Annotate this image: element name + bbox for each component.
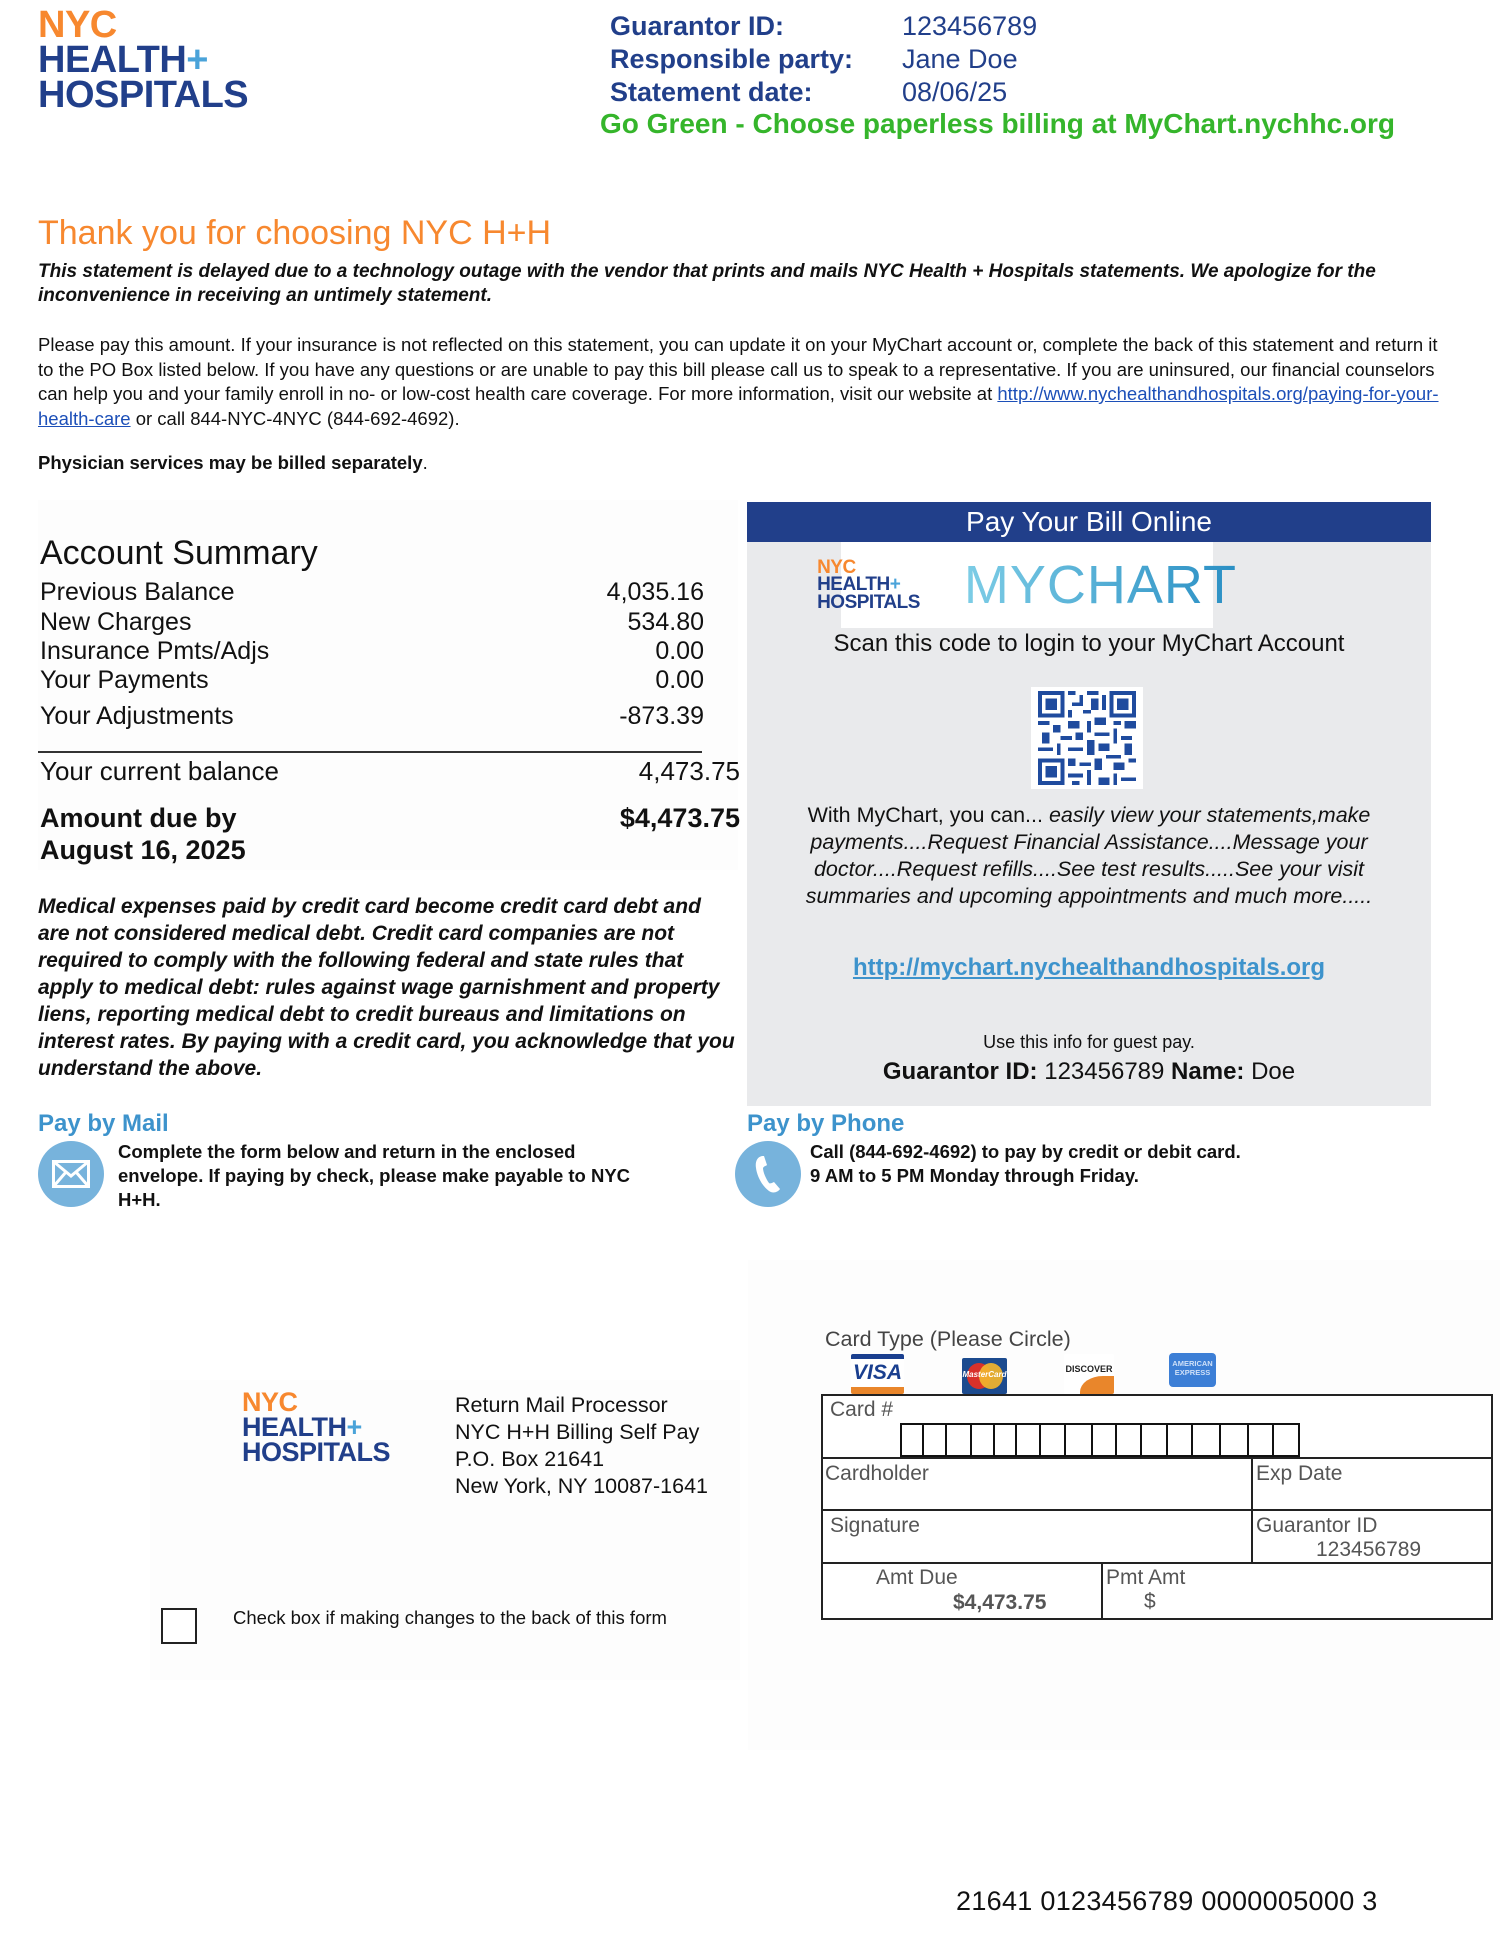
paying-for-care-link[interactable]: http://www.nychealthandhospitals.org/paying-for-your-health-care (38, 383, 1439, 429)
amount-due-value: $4,473.75 (619, 803, 740, 833)
card-type-label: Card Type (Please Circle) (825, 1327, 1071, 1351)
mychart-logo (817, 542, 1237, 628)
mychart-wordmark: MYCHART (963, 555, 1237, 615)
exp-date-label: Exp Date (1256, 1462, 1343, 1485)
statement-date-label: Statement date: (610, 77, 813, 107)
summary-row: Insurance Pmts/Adjs 0.00 (40, 637, 704, 665)
pay-by-phone-heading: Pay by Phone (747, 1110, 905, 1137)
form-guarantor-id-label: Guarantor ID (1256, 1514, 1378, 1537)
discover-card-icon[interactable]: DISCOVER (1064, 1354, 1114, 1394)
account-summary (38, 500, 738, 870)
logo-hospitals: HOSPITALS (38, 73, 249, 116)
pmt-amt-dollar: $ (1144, 1590, 1156, 1613)
pmt-amt-label: Pmt Amt (1106, 1566, 1186, 1589)
signature-field[interactable] (825, 1511, 1250, 1562)
current-balance-label: Your current balance (40, 756, 279, 786)
plus-icon: + (186, 38, 208, 81)
summary-row: New Charges 534.80 (40, 608, 704, 636)
summary-divider (38, 751, 702, 753)
responsible-party-value: Jane Doe (902, 44, 1018, 74)
card-digit-box[interactable] (1191, 1423, 1219, 1457)
credit-card-warning: Medical expenses paid by credit card become credit card debt and are not considered medical debt. Credit card companies are not required to comply with the following federal and state rules that apply to medical debt: rules against wage garnishment and property liens, reporting medical debt to credit bureaus and limitations on interest rates. By paying with a credit card, you acknowledge that you understand the above. (38, 895, 735, 1080)
pay-by-mail-text: Complete the form below and return in the enclosed envelope. If paying by check, please make payable to NYC H+H. (118, 1141, 631, 1210)
cardholder-label: Cardholder (825, 1462, 929, 1485)
card-digit-box[interactable] (1140, 1423, 1166, 1457)
summary-row: Your Payments 0.00 (40, 666, 704, 694)
return-mail-address: Return Mail Processor NYC H+H Billing Self Pay P.O. Box 21641 New York, NY 10087-1641 (455, 1393, 709, 1498)
statement-header-info (610, 10, 1037, 109)
logo-nyc: NYC (38, 4, 117, 46)
exp-date-field[interactable] (1254, 1459, 1492, 1509)
card-digit-box[interactable] (1166, 1423, 1191, 1457)
payment-instructions: Please pay this amount. If your insurance is not reflected on this statement, you can update it on your MyChart account or, complete the back of this statement and return it to the PO Box listed below. If you have any questions or are unable to pay this bill please call us to speak to a representative. If you are uninsured, our financial counselors can help you and your family enroll in no- or low-cost health care coverage. For more information, visit our website at http://www.nychealthandhospitals.org/paying-for-your-health-care or call 844-NYC-4NYC (844-692-4692). (38, 334, 1439, 429)
current-balance-row (40, 756, 740, 787)
amex-card-icon[interactable]: AMERICAN EXPRESS (1169, 1353, 1216, 1387)
card-digit-box[interactable] (1015, 1423, 1039, 1457)
go-green-banner: Go Green - Choose paperless billing at MyChart.nychhc.org (600, 108, 1396, 139)
card-digit-box[interactable] (900, 1423, 922, 1457)
account-summary-title: Account Summary (40, 534, 318, 572)
delay-notice: This statement is delayed due to a technology outage with the vendor that prints and mails NYC Health + Hospitals statements. We apologize for the inconvenience in receiving an untimely statement. (38, 261, 1376, 306)
form-guarantor-id-value: 123456789 (1316, 1538, 1422, 1561)
signature-label: Signature (830, 1514, 920, 1537)
summary-rows (40, 578, 704, 732)
cardholder-field[interactable] (825, 1459, 1250, 1509)
guest-pay-info: Guarantor ID: 123456789 Name: Doe (882, 1058, 1296, 1085)
mychart-nychh-logo: NYC HEALTH+ HOSPITALS (817, 557, 920, 613)
card-digit-box[interactable] (1219, 1423, 1247, 1457)
card-number-input[interactable] (900, 1423, 1425, 1457)
responsible-party-label: Responsible party: (610, 44, 854, 74)
pay-online-panel (747, 502, 1431, 1106)
envelope-icon (38, 1141, 104, 1207)
card-digit-box[interactable] (1272, 1423, 1300, 1457)
pay-online-title: Pay Your Bill Online (747, 502, 1431, 542)
logo-health: HEALTH (38, 38, 187, 81)
card-digit-box[interactable] (1039, 1423, 1064, 1457)
card-digit-box[interactable] (970, 1423, 993, 1457)
amt-due-label: Amt Due (876, 1566, 958, 1589)
guarantor-id-label: Guarantor ID: (610, 11, 785, 41)
guarantor-id-value: 123456789 (902, 11, 1038, 41)
pay-by-phone-text: Call (844-692-4692) to pay by credit or debit card. 9 AM to 5 PM Monday through Friday. (810, 1141, 1241, 1186)
changes-checkbox-label: Check box if making changes to the back of this form (233, 1607, 667, 1628)
thank-you-heading: Thank you for choosing NYC H+H (38, 214, 552, 252)
card-number-label: Card # (830, 1398, 894, 1421)
pmt-amt-field[interactable] (1104, 1564, 1493, 1620)
current-balance-value: 4,473.75 (638, 756, 740, 786)
card-digit-box[interactable] (1115, 1423, 1140, 1457)
amount-due-label: Amount due by August 16, 2025 (40, 803, 246, 865)
card-digit-box[interactable] (993, 1423, 1015, 1457)
card-digit-box[interactable] (1064, 1423, 1091, 1457)
statement-date-value: 08/06/25 (902, 77, 1008, 107)
phone-icon (735, 1141, 801, 1207)
changes-checkbox[interactable] (161, 1608, 197, 1644)
card-payment-form (821, 1394, 1493, 1620)
summary-row: Previous Balance 4,035.16 (40, 578, 704, 606)
ocr-scanline: 21641 0123456789 0000005000 3 (956, 1886, 1378, 1916)
visa-card-icon[interactable]: VISA (851, 1354, 904, 1394)
remittance-logo: NYC HEALTH+ HOSPITALS (242, 1387, 391, 1467)
card-digit-box[interactable] (1091, 1423, 1115, 1457)
summary-row: Your Adjustments -873.39 (40, 702, 704, 730)
scan-instructions: Scan this code to login to your MyChart Account (833, 630, 1345, 657)
qr-code-icon[interactable] (1031, 687, 1143, 789)
mychart-link[interactable]: http://mychart.nychealthandhospitals.org (852, 954, 1326, 981)
physician-note: Physician services may be billed separately. (38, 452, 428, 473)
mastercard-icon[interactable]: MasterCard (962, 1358, 1007, 1394)
nychh-logo (38, 4, 249, 116)
mychart-features: With MyChart, you can... easily view your statements,make payments....Request Financial Assistance....Message your doctor....Request refills....See test results.....See your visit summaries and upcoming appointments and much more..... (805, 803, 1373, 908)
pay-by-mail-heading: Pay by Mail (38, 1110, 169, 1137)
card-digit-box[interactable] (922, 1423, 945, 1457)
amt-due-value: $4,473.75 (953, 1591, 1047, 1614)
form-divider (1101, 1562, 1103, 1620)
card-digit-box[interactable] (1247, 1423, 1272, 1457)
guest-pay-note: Use this info for guest pay. (983, 1032, 1195, 1052)
card-digit-box[interactable] (945, 1423, 970, 1457)
